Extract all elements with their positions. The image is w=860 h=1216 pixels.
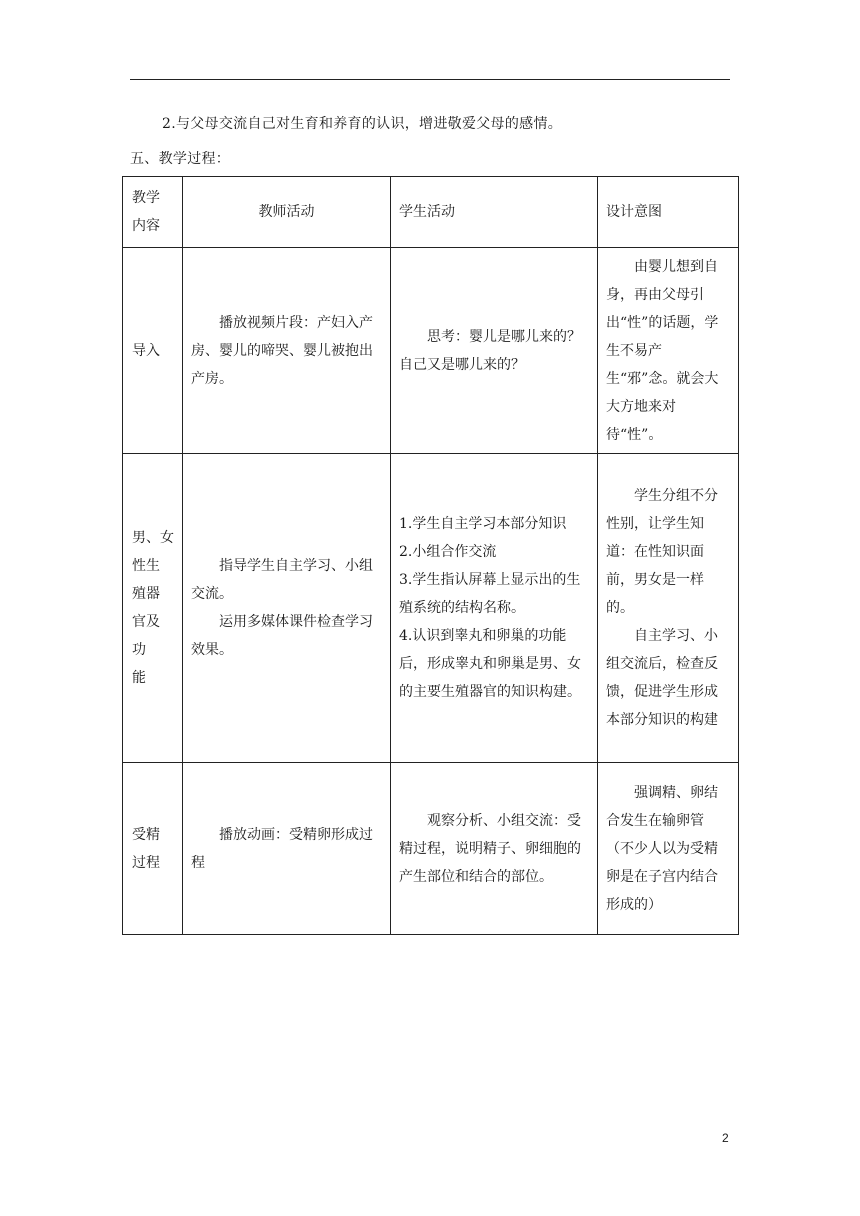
row-student-cell [391, 248, 598, 454]
header-design-intent: 设计意图 [598, 177, 739, 248]
content-text: 殖器 [132, 586, 160, 602]
row-design-cell [598, 763, 739, 935]
table-row [123, 763, 739, 935]
row-design-cell [598, 454, 739, 763]
teacher-text: 播放动画：受精卵形成过程 [191, 826, 373, 871]
student-text: 观察分析、小组交流：受精过程，说明精子、卵细胞的产生部位和结合的部位。 [399, 812, 581, 885]
row-student-cell [391, 454, 598, 763]
header-content-line-1: 教学 [132, 190, 160, 206]
design-text: 由婴儿想到自身，再由父母引出“性”的话题，学生不易产生“邪”念。就会大大方地来对待“性”。 [606, 258, 719, 443]
row-content-cell [123, 763, 183, 935]
content-text: 男、女 [132, 530, 174, 546]
table-header-row [123, 177, 739, 248]
student-text: 1.学生自主学习本部分知识 [399, 516, 567, 532]
section-heading: 五、教学过程： [130, 151, 231, 167]
student-text: 2.小组合作交流 [399, 544, 497, 560]
content-text: 能 [132, 670, 146, 686]
row-teacher-cell [183, 454, 391, 763]
row-content-cell [123, 454, 183, 763]
content-text: 功 [132, 642, 146, 658]
student-text: 思考：婴儿是哪儿来的？自己又是哪儿来的？ [399, 328, 581, 373]
teacher-text: 指导学生自主学习、小组交流。 [191, 558, 373, 602]
header-rule [130, 79, 730, 80]
row-content-cell [123, 248, 183, 454]
row-design-cell [598, 248, 739, 454]
header-content [123, 177, 183, 248]
content-text: 性生 [132, 558, 160, 574]
row-teacher-cell [183, 763, 391, 935]
teaching-process-table [122, 176, 739, 935]
content-text: 过程 [132, 854, 160, 871]
design-text: 强调精、卵结合发生在输卵管 [606, 784, 718, 829]
student-text: 4.认识到睾丸和卵巢的功能后，形成睾丸和卵巢是男、女的主要生殖器官的知识构建。 [399, 628, 581, 700]
header-teacher-activity: 教师活动 [183, 177, 391, 248]
content-text: 官及 [132, 614, 160, 630]
row-student-cell [391, 763, 598, 935]
content-text: 受精 [132, 826, 160, 843]
table-row [123, 248, 739, 454]
objective-paragraph: 2.与父母交流自己对生育和养育的认识，增进敬爱父母的感情。 [162, 116, 563, 132]
table-row [123, 454, 739, 763]
teacher-text: 运用多媒体课件检查学习效果。 [191, 614, 373, 658]
header-student-activity: 学生活动 [391, 177, 598, 248]
page-number: 2 [722, 1131, 729, 1145]
design-text: 学生分组不分性别，让学生知道：在性知识面前，男女是一样的。 [606, 488, 718, 616]
student-text: 3.学生指认屏幕上显示出的生殖系统的结构名称。 [399, 572, 581, 616]
row-teacher-cell [183, 248, 391, 454]
teacher-text: 播放视频片段：产妇入产房、婴儿的啼哭、婴儿被抱出产房。 [191, 314, 373, 387]
header-content-line-2: 内容 [132, 218, 160, 234]
design-text: 自主学习、小组交流后，检查反馈，促进学生形成本部分知识的构建 [606, 628, 718, 728]
design-text: （不少人以为受精卵是在子宫内结合形成的） [606, 840, 718, 913]
content-text: 导入 [132, 342, 160, 359]
